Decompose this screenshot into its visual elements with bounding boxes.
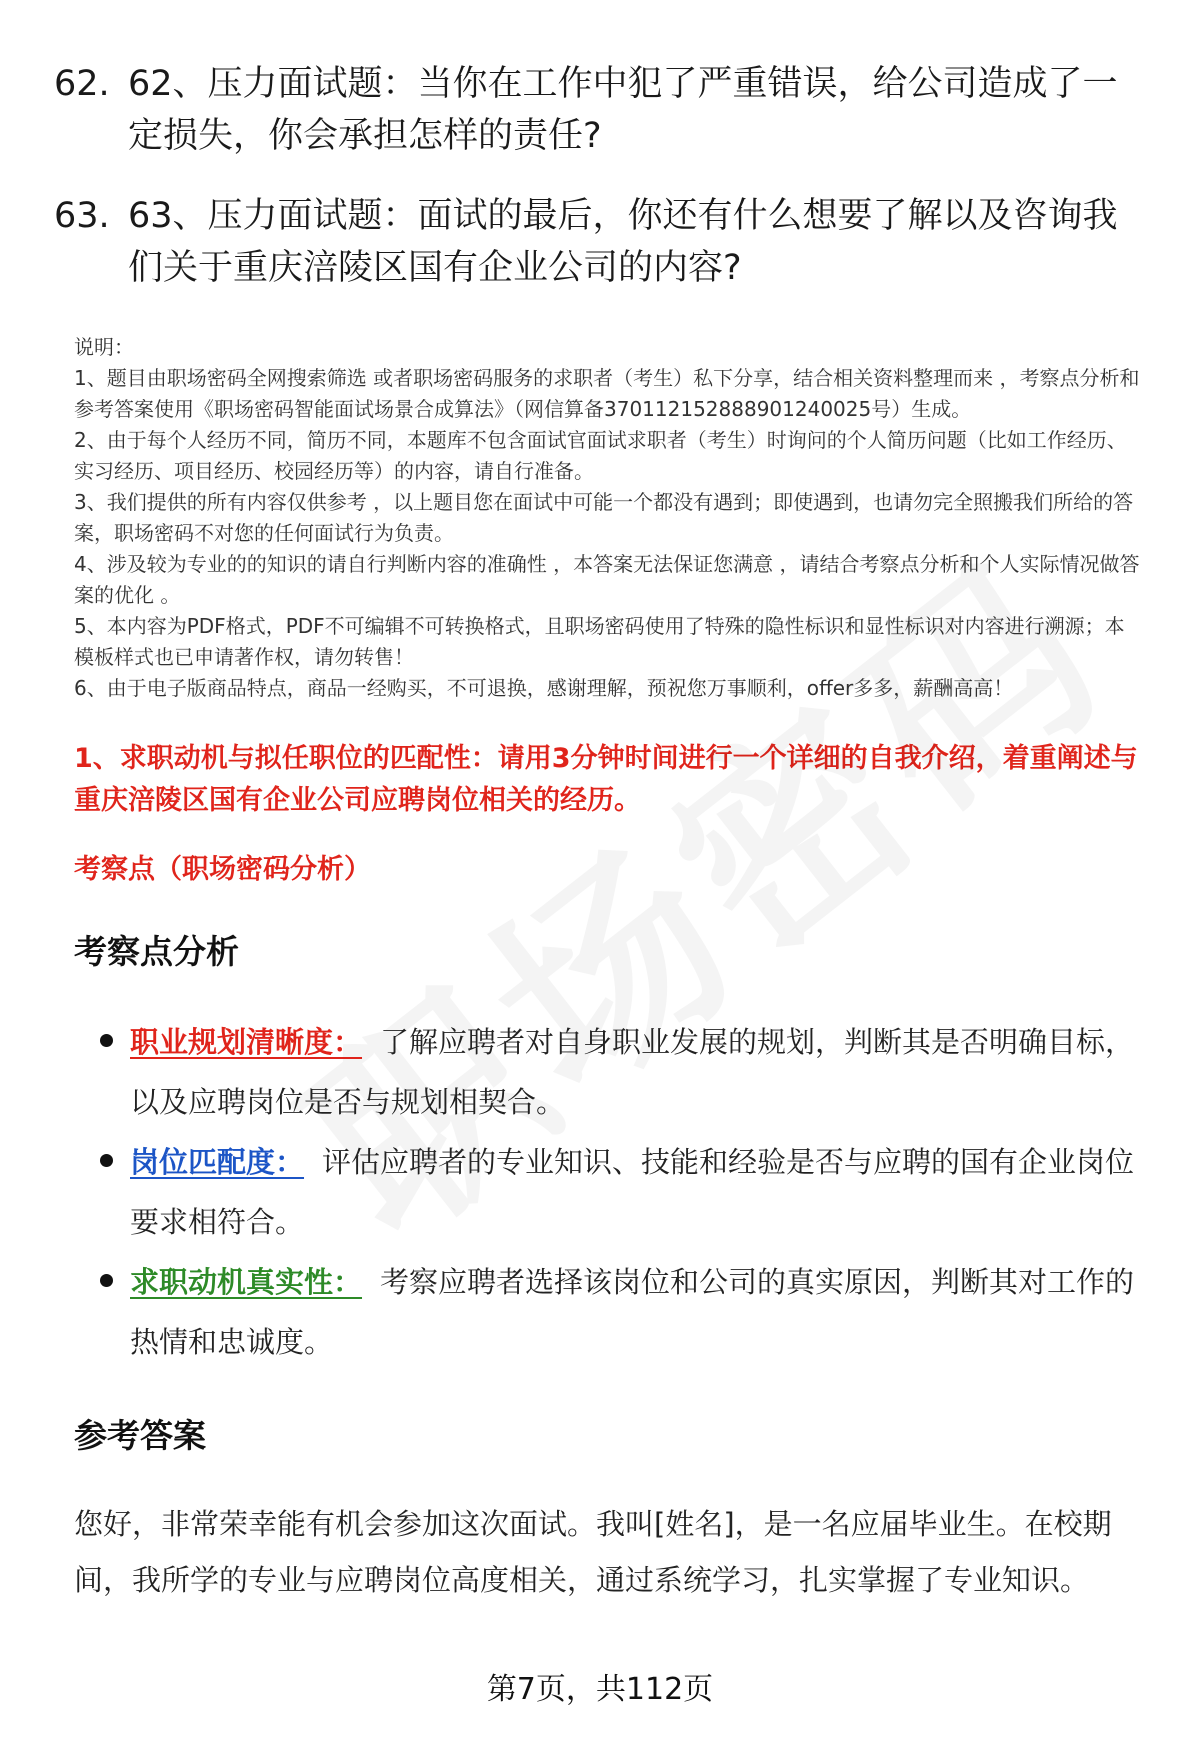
- question-number: 63.: [54, 196, 110, 236]
- question-text: 62、压力面试题：当你在工作中犯了严重错误，给公司造成了一定损失，你会承担怎样的责任?: [128, 64, 1118, 156]
- notes-block: [54, 332, 1140, 704]
- answer-heading: 参考答案: [74, 1416, 206, 1455]
- bullet-dot-icon: [100, 1154, 113, 1167]
- bullet-keyword: 岗位匹配度：: [130, 1145, 305, 1179]
- analysis-bullet: [100, 1252, 1140, 1372]
- question-item: [54, 190, 1140, 294]
- bullet-keyword: 职业规划清晰度：: [130, 1025, 363, 1059]
- bullet-dot-icon: [100, 1274, 113, 1287]
- analysis-bullets: [54, 1012, 1140, 1372]
- analysis-bullet: [100, 1132, 1140, 1252]
- section-title: 1、求职动机与拟任职位的匹配性：请用3分钟时间进行一个详细的自我介绍，着重阐述与重庆涪陵区国有企业公司应聘岗位相关的经历。: [74, 743, 1138, 816]
- bullet-dot-icon: [100, 1034, 113, 1047]
- bullet-text: 了解应聘者对自身职业发展的规划，判断其是否明确目标，以及应聘岗位是否与规划相契合。: [130, 1025, 1135, 1119]
- note-item: 1、题目由职场密码全网搜索筛选 或者职场密码服务的求职者（考生）私下分享，结合相关资料整理而来 ，考察点分析和参考答案使用《职场密码智能面试场景合成算法》（网信算备370112152888901240025号）生成。: [74, 366, 1140, 421]
- analysis-heading: 考察点分析: [74, 932, 239, 971]
- note-item: 3、我们提供的所有内容仅供参考 ，以上题目您在面试中可能一个都没有遇到；即使遇到，也请勿完全照搬我们所给的答案，职场密码不对您的任何面试行为负责。: [74, 490, 1134, 545]
- kao-cha-dian-title: 考察点（职场密码分析）: [74, 854, 371, 885]
- note-item: 6、由于电子版商品特点，商品一经购买，不可退换，感谢理解，预祝您万事顺利，offer多多，薪酬高高！: [74, 676, 1014, 700]
- page-footer: 第7页，共112页: [486, 1672, 714, 1707]
- bullet-text: 评估应聘者的专业知识、技能和经验是否与应聘的国有企业岗位要求相符合。: [130, 1145, 1135, 1239]
- bullet-text: 考察应聘者选择该岗位和公司的真实原因，判断其对工作的热情和忠诚度。: [130, 1265, 1135, 1359]
- bullet-keyword: 求职动机真实性：: [130, 1265, 363, 1299]
- question-list: [54, 58, 1140, 294]
- analysis-bullet: [100, 1012, 1140, 1132]
- note-item: 5、本内容为PDF格式，PDF不可编辑不可转换格式，且职场密码使用了特殊的隐性标识和显性标识对内容进行溯源；本模板样式也已申请著作权，请勿转售！: [74, 614, 1125, 669]
- question-number: 62.: [54, 64, 110, 104]
- note-item: 2、由于每个人经历不同，简历不同，本题库不包含面试官面试求职者（考生）时询问的个人简历问题（比如工作经历、实习经历、项目经历、校园经历等）的内容，请自行准备。: [74, 428, 1127, 483]
- question-text: 63、压力面试题：面试的最后，你还有什么想要了解以及咨询我们关于重庆涪陵区国有企业公司的内容?: [128, 196, 1118, 288]
- notes-title: 说明：: [74, 335, 134, 359]
- answer-text: 您好，非常荣幸能有机会参加这次面试。我叫[姓名]，是一名应届毕业生。在校期间，我所学的专业与应聘岗位高度相关，通过系统学习，扎实掌握了专业知识。: [74, 1507, 1112, 1597]
- note-item: 4、涉及较为专业的的知识的请自行判断内容的准确性 ，本答案无法保证您满意 ，请结合考察点分析和个人实际情况做答案的优化 。: [74, 552, 1140, 607]
- question-item: [54, 58, 1140, 162]
